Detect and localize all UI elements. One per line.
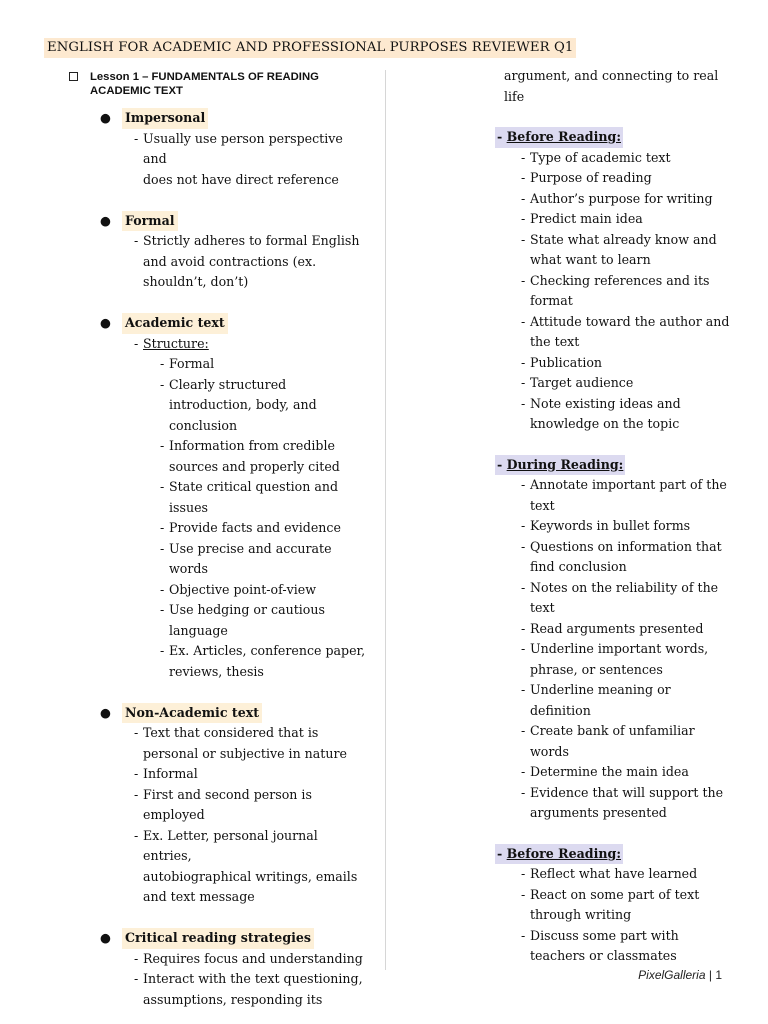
list-item: - Predict main idea [521, 211, 643, 226]
list-item: - Underline meaning or definition [521, 682, 671, 718]
list-item: - Requires focus and understanding [134, 950, 363, 966]
list-item: - Use precise and accurate words [160, 540, 332, 576]
item-line: and text message [143, 889, 255, 904]
list-item: - Purpose of reading [521, 170, 652, 185]
structure-label: - Structure: [134, 335, 209, 351]
list-item: - Type of academic text [521, 149, 671, 165]
item-line: Target audience [530, 375, 634, 390]
list-item: - Informal [134, 766, 198, 781]
topic-formal [100, 211, 385, 232]
item-line: arguments presented [530, 805, 667, 820]
item-line: issues [169, 499, 208, 515]
bullet-icon: ● [100, 704, 111, 720]
section-before-reading [495, 127, 768, 148]
item-line: teachers or classmates [530, 948, 677, 963]
list-item: - Notes on the reliability of the text [521, 579, 719, 615]
list-item: - Target audience [521, 375, 634, 390]
item-line: does not have direct reference [143, 171, 339, 187]
item-line: sources and properly cited [169, 458, 340, 474]
item-line: Text that considered that is [143, 725, 319, 740]
item-line: Note existing ideas and [530, 395, 681, 411]
item-line: State critical question and [169, 479, 339, 494]
right-column [385, 66, 768, 967]
item-line: Attitude toward the author and [530, 313, 730, 329]
item-line: assumptions, responding its [143, 991, 323, 1007]
item-line: phrase, or sentences [530, 661, 663, 677]
item-line: knowledge on the topic [530, 416, 680, 431]
list-item: - State what already know and what want to learn [521, 231, 717, 267]
item-line: words [530, 743, 569, 759]
list-item: - Attitude toward the author and the text [521, 313, 730, 349]
item-line: Requires focus and understanding [143, 950, 363, 966]
section-heading: - Before Reading: [495, 127, 623, 148]
topic-academic-text [100, 313, 385, 334]
item-line: the text [530, 334, 580, 349]
list-item: - Annotate important part of the text [521, 477, 727, 513]
item-line: Evidence that will support the [530, 784, 724, 800]
list-item: - Author’s purpose for writing [521, 190, 713, 206]
lesson-heading [90, 66, 370, 98]
list-item: - Ex. Articles, conference paper, reviews, thesis [160, 643, 366, 679]
item-line: Ex. Letter, personal journal entries, [143, 827, 318, 863]
item-line: find conclusion [530, 559, 627, 574]
list-item: - Strictly adheres to formal English and avoid contractions (ex. shouldn’t, don’t) [134, 233, 360, 289]
list-item: - Interact with the text questioning, assumptions, responding its [134, 971, 363, 1007]
page-title: ENGLISH FOR ACADEMIC AND PROFESSIONAL PURPOSES REVIEWER Q1 [44, 38, 576, 58]
item-line: introduction, body, and [169, 397, 317, 412]
item-line: Create bank of unfamiliar [530, 723, 695, 738]
list-item: - Note existing ideas and knowledge on the topic [521, 395, 681, 431]
item-line: Underline important words, [530, 641, 709, 656]
item-line: text [530, 497, 555, 513]
item-line: Discuss some part with [530, 927, 679, 943]
item-line: Strictly adheres to formal English [143, 233, 360, 248]
item-line: Publication [530, 354, 603, 370]
bullet-icon: ● [100, 930, 111, 945]
item-line: argument, and connecting to real [504, 68, 719, 83]
item-line: autobiographical writings, emails [143, 868, 358, 884]
section-during-reading [495, 455, 768, 476]
item-line: Checking references and its [530, 272, 710, 288]
item-line: employed [143, 807, 205, 822]
topic-label: Formal [122, 211, 178, 232]
topic-label: Academic text [122, 313, 228, 334]
page-number: 1 [715, 968, 722, 982]
item-line: Predict main idea [530, 211, 643, 226]
list-item: - Determine the main idea [521, 764, 689, 779]
list-item: - Use hedging or cautious language [160, 602, 325, 638]
page-footer [638, 968, 722, 982]
item-line: language [169, 622, 228, 638]
item-line: reviews, thesis [169, 663, 264, 679]
list-item: - Clearly structured introduction, body, and conclusion [160, 376, 317, 433]
section-heading: - Before Reading: [495, 844, 623, 865]
item-line: conclusion [169, 417, 238, 433]
item-line: Purpose of reading [530, 170, 652, 185]
item-line: Underline meaning or [530, 682, 671, 697]
list-item: - Read arguments presented [521, 620, 704, 636]
bullet-icon: ● [100, 110, 111, 125]
item-line: Information from credible [169, 438, 335, 453]
item-line: Ex. Articles, conference paper, [169, 643, 366, 658]
bullet-icon: ● [100, 315, 111, 330]
item-line: text [530, 600, 555, 615]
continuation-text [504, 66, 768, 107]
item-line: Determine the main idea [530, 764, 689, 779]
section-heading: - During Reading: [495, 455, 625, 476]
list-item: - Keywords in bullet forms [521, 518, 691, 533]
item-line: definition [530, 702, 591, 718]
footer-separator: | [708, 968, 716, 982]
list-item: - Information from credible sources and properly cited [160, 438, 340, 474]
item-line: Usually use person perspective and [143, 130, 343, 166]
list-item: - Underline important words, phrase, or sentences [521, 641, 709, 677]
list-item: - Ex. Letter, personal journal entries, autobiographical writings, emails and text message [134, 827, 358, 904]
item-line: and avoid contractions (ex. [143, 253, 317, 269]
item-line: through writing [530, 907, 632, 922]
item-line: Reflect what have learned [530, 866, 698, 881]
item-line: Questions on information that [530, 538, 722, 554]
list-item: - Objective point-of-view [160, 581, 316, 597]
list-item: - Checking references and its format [521, 272, 710, 308]
lesson-title: Lesson 1 – FUNDAMENTALS OF READING ACADEMIC TEXT [90, 71, 319, 97]
checkbox-icon [69, 72, 78, 81]
item-line: what want to learn [530, 252, 651, 267]
topic-impersonal [100, 108, 385, 129]
topic-label: Impersonal [122, 108, 208, 129]
section-after-reading [495, 844, 768, 865]
topic-label: Critical reading strategies [122, 928, 314, 949]
list-item: - Reflect what have learned [521, 866, 698, 881]
item-line: Use hedging or cautious [169, 602, 325, 617]
item-line: Read arguments presented [530, 620, 704, 636]
list-item: - Questions on information that find conclusion [521, 538, 722, 574]
item-line: State what already know and [530, 231, 717, 247]
item-line: Interact with the text questioning, [143, 971, 363, 986]
left-column [0, 66, 385, 1010]
item-line: Type of academic text [530, 149, 671, 165]
item-line: Annotate important part of the [530, 477, 727, 492]
item-line: Use precise and accurate words [169, 540, 332, 576]
item-line: Structure: [143, 335, 209, 351]
item-line: Author’s purpose for writing [530, 190, 713, 206]
list-item: - State critical question and issues [160, 479, 339, 515]
item-line: First and second person is [143, 786, 312, 802]
list-item: - Evidence that will support the arguments presented [521, 784, 724, 820]
list-item: - React on some part of text through writing [521, 886, 700, 922]
topic-non-academic-text [100, 703, 385, 724]
item-line: Provide facts and evidence [169, 520, 341, 535]
item-line: shouldn’t, don’t) [143, 274, 249, 289]
topic-label: Non-Academic text [122, 703, 262, 724]
list-item: - Formal [160, 356, 215, 371]
item-line: personal or subjective in nature [143, 745, 347, 761]
item-line: Clearly structured [169, 376, 287, 392]
list-item: - Provide facts and evidence [160, 520, 341, 535]
bullet-icon: ● [100, 212, 111, 228]
item-line: life [504, 88, 525, 104]
list-item: - Text that considered that is personal or subjective in nature [134, 725, 347, 761]
footer-brand: PixelGalleria [638, 968, 706, 982]
item-line: Informal [143, 766, 198, 781]
topic-critical-reading [100, 928, 385, 949]
item-line: React on some part of text [530, 886, 700, 902]
item-line: format [530, 293, 573, 308]
item-line: Objective point-of-view [169, 581, 316, 597]
list-item: - Usually use person perspective and does not have direct reference [134, 130, 343, 187]
list-item: - Create bank of unfamiliar words [521, 723, 695, 759]
item-line: Formal [169, 356, 215, 371]
list-item: - First and second person is employed [134, 786, 312, 822]
item-line: Notes on the reliability of the [530, 579, 719, 595]
list-item: - Publication [521, 354, 603, 370]
item-line: Keywords in bullet forms [530, 518, 691, 533]
list-item: - Discuss some part with teachers or classmates [521, 927, 679, 963]
